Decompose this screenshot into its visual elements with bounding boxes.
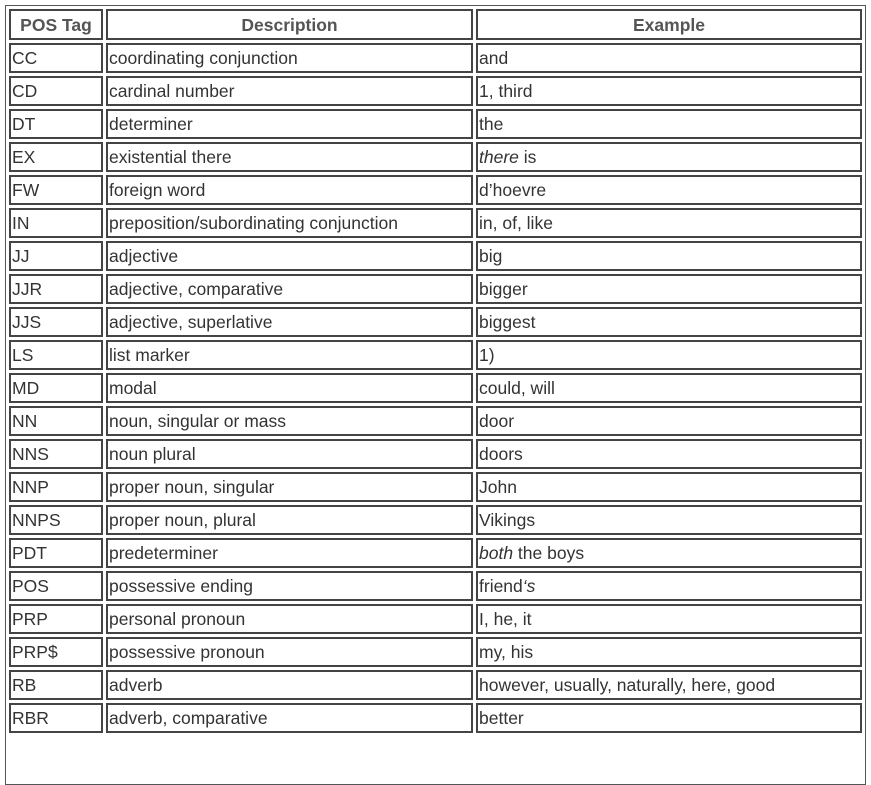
- table-row: [9, 439, 862, 469]
- example-cell: [476, 175, 862, 205]
- description-cell: adjective, superlative: [106, 307, 473, 337]
- pos-tag-cell: RBR: [9, 703, 103, 733]
- example-cell: [476, 406, 862, 436]
- example-text: ‘s: [522, 576, 536, 596]
- table-row: [9, 505, 862, 535]
- table-row: [9, 307, 862, 337]
- table-header: [9, 9, 862, 40]
- table-row: [9, 373, 862, 403]
- example-text: the boys: [513, 543, 585, 563]
- example-cell: [476, 670, 862, 700]
- table-row: [9, 406, 862, 436]
- example-cell: [476, 76, 862, 106]
- table-row: [9, 142, 862, 172]
- description-cell: modal: [106, 373, 473, 403]
- example-text: however, usually, naturally, here, good: [479, 675, 776, 695]
- table-row: [9, 703, 862, 733]
- example-text: there: [479, 147, 519, 167]
- description-cell: possessive ending: [106, 571, 473, 601]
- header-example: Example: [476, 9, 862, 40]
- example-cell: [476, 604, 862, 634]
- pos-tag-cell: PDT: [9, 538, 103, 568]
- table-row: [9, 571, 862, 601]
- pos-tag-table-frame: [5, 5, 866, 785]
- example-cell: [476, 307, 862, 337]
- table-row: [9, 175, 862, 205]
- example-cell: [476, 142, 862, 172]
- example-cell: [476, 439, 862, 469]
- example-text: I, he, it: [479, 609, 532, 629]
- description-cell: proper noun, plural: [106, 505, 473, 535]
- table-row: [9, 43, 862, 73]
- description-cell: possessive pronoun: [106, 637, 473, 667]
- example-text: door: [479, 411, 515, 431]
- pos-tag-cell: JJR: [9, 274, 103, 304]
- example-cell: [476, 109, 862, 139]
- description-cell: preposition/subordinating conjunction: [106, 208, 473, 238]
- pos-tag-cell: CC: [9, 43, 103, 73]
- pos-tag-cell: EX: [9, 142, 103, 172]
- table-row: [9, 241, 862, 271]
- description-cell: noun plural: [106, 439, 473, 469]
- table-row: [9, 340, 862, 370]
- example-text: 1, third: [479, 81, 533, 101]
- example-cell: [476, 43, 862, 73]
- example-text: doors: [479, 444, 523, 464]
- pos-tag-cell: IN: [9, 208, 103, 238]
- pos-tag-cell: MD: [9, 373, 103, 403]
- example-text: both: [479, 543, 514, 563]
- pos-tag-cell: NNPS: [9, 505, 103, 535]
- example-cell: [476, 208, 862, 238]
- table-row: [9, 109, 862, 139]
- pos-tag-cell: RB: [9, 670, 103, 700]
- example-text: my, his: [479, 642, 534, 662]
- header-row: [9, 9, 862, 40]
- pos-tag-cell: JJ: [9, 241, 103, 271]
- table-row: [9, 208, 862, 238]
- description-cell: adjective: [106, 241, 473, 271]
- example-text: friend: [479, 576, 523, 596]
- table-row: [9, 670, 862, 700]
- pos-tag-cell: PRP: [9, 604, 103, 634]
- example-text: and: [479, 48, 509, 68]
- pos-tag-cell: PRP$: [9, 637, 103, 667]
- table-row: [9, 472, 862, 502]
- description-cell: cardinal number: [106, 76, 473, 106]
- pos-tag-cell: NNP: [9, 472, 103, 502]
- description-cell: existential there: [106, 142, 473, 172]
- example-text: Vikings: [479, 510, 536, 530]
- example-text: in, of, like: [479, 213, 553, 233]
- example-text: 1): [479, 345, 495, 365]
- description-cell: adjective, comparative: [106, 274, 473, 304]
- pos-tag-table: [6, 6, 865, 736]
- table-row: [9, 274, 862, 304]
- description-cell: noun, singular or mass: [106, 406, 473, 436]
- pos-tag-cell: POS: [9, 571, 103, 601]
- example-text: John: [479, 477, 517, 497]
- description-cell: predeterminer: [106, 538, 473, 568]
- example-cell: [476, 571, 862, 601]
- example-text: could, will: [479, 378, 555, 398]
- pos-tag-cell: FW: [9, 175, 103, 205]
- header-pos-tag: POS Tag: [9, 9, 103, 40]
- pos-tag-cell: CD: [9, 76, 103, 106]
- example-cell: [476, 373, 862, 403]
- table-body: [9, 43, 862, 733]
- table-row: [9, 538, 862, 568]
- table-row: [9, 76, 862, 106]
- example-text: better: [479, 708, 524, 728]
- pos-tag-cell: LS: [9, 340, 103, 370]
- pos-tag-cell: DT: [9, 109, 103, 139]
- description-cell: coordinating conjunction: [106, 43, 473, 73]
- example-text: bigger: [479, 279, 528, 299]
- pos-tag-cell: NN: [9, 406, 103, 436]
- table-row: [9, 604, 862, 634]
- description-cell: adverb: [106, 670, 473, 700]
- example-text: big: [479, 246, 503, 266]
- pos-tag-cell: JJS: [9, 307, 103, 337]
- example-cell: [476, 637, 862, 667]
- example-text: biggest: [479, 312, 536, 332]
- description-cell: personal pronoun: [106, 604, 473, 634]
- example-text: is: [518, 147, 537, 167]
- description-cell: determiner: [106, 109, 473, 139]
- example-cell: [476, 472, 862, 502]
- header-description: Description: [106, 9, 473, 40]
- pos-tag-cell: NNS: [9, 439, 103, 469]
- example-cell: [476, 241, 862, 271]
- description-cell: foreign word: [106, 175, 473, 205]
- example-cell: [476, 538, 862, 568]
- example-cell: [476, 703, 862, 733]
- example-text: d’hoevre: [479, 180, 547, 200]
- example-cell: [476, 274, 862, 304]
- description-cell: proper noun, singular: [106, 472, 473, 502]
- example-cell: [476, 340, 862, 370]
- description-cell: list marker: [106, 340, 473, 370]
- example-text: the: [479, 114, 504, 134]
- description-cell: adverb, comparative: [106, 703, 473, 733]
- table-row: [9, 637, 862, 667]
- example-cell: [476, 505, 862, 535]
